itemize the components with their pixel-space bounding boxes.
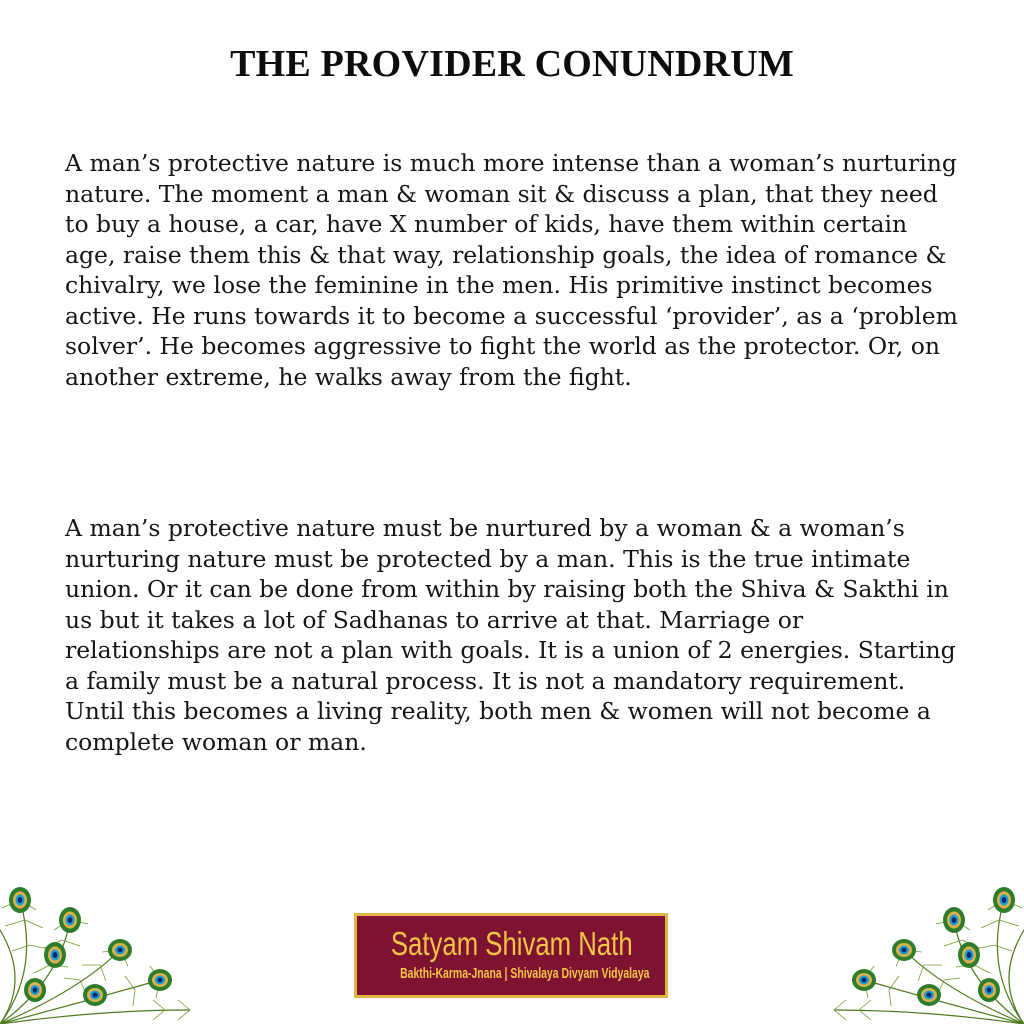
paragraph-1: A man’s protective nature is much more intense than a woman’s nurturing nature. The moment a man & woman sit & discuss a plan, that they need to buy a house, a car, have X number of kids, have them within certain age, raise them this & that way, relationship goals, the idea of romance & chivalry, we lose the feminine in the men. His primitive instinct becomes active. He runs towards it to become a successful ‘provider’, as a ‘problem solver’. He becomes aggressive to fight the world as the protector. Or, on another extreme, he walks away from the fight.	[65, 149, 958, 391]
peacock-feathers-icon	[0, 860, 200, 1024]
page-title: THE PROVIDER CONUNDRUM	[230, 43, 794, 85]
brand-tagline: Bakthi-Karma-Jnana | Shivalaya Divyam Vidyalaya	[400, 966, 650, 982]
peacock-feathers-icon	[824, 860, 1024, 1024]
brand-logo	[354, 913, 668, 998]
brand-name: Satyam Shivam Nath	[390, 925, 633, 962]
paragraph-2: A man’s protective nature must be nurtured by a woman & a woman’s nurturing nature must be protected by a man. This is the true intimate union. Or it can be done from within by raising both the Shiva & Sakthi in us but it takes a lot of Sadhanas to arrive at that. Marriage or relationships are not a plan with goals. It is a union of 2 energies. Starting a family must be a natural process. It is not a mandatory requirement. Until this becomes a living reality, both men & women will not become a complete woman or man.	[65, 514, 956, 756]
